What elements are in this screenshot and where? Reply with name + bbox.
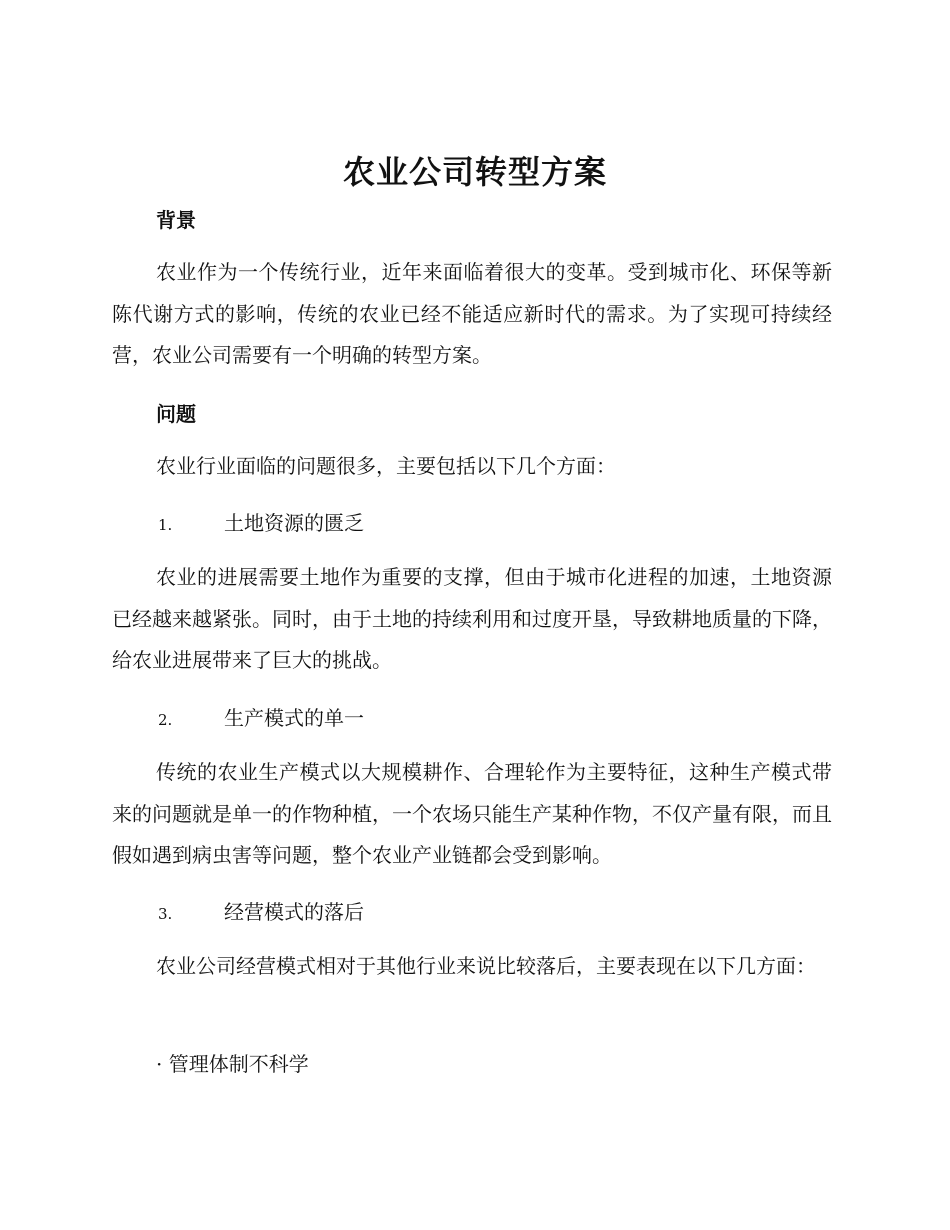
list-number: 3. <box>158 905 173 923</box>
list-number: 2. <box>158 711 173 729</box>
section-heading-background: 背景 <box>156 208 196 232</box>
paragraph-item-2: 传统的农业生产模式以大规模耕作、合理轮作为主要特征，这种生产模式带来的问题就是单一的作物种植，一个农场只能生产某种作物，不仅产量有限，而且假如遇到病虫害等问题，整个农业产业链都会受到影响。 <box>112 760 832 867</box>
list-item-title: 生产模式的单一 <box>224 706 364 730</box>
list-number: 1. <box>158 516 173 534</box>
document-title: 农业公司转型方案 <box>342 153 607 191</box>
section-heading-problems: 问题 <box>156 402 196 426</box>
paragraph-item-3: 农业公司经营模式相对于其他行业来说比较落后，主要表现在以下几方面： <box>156 954 816 978</box>
paragraph-background: 农业作为一个传统行业，近年来面临着很大的变革。受到城市化、环保等新陈代谢方式的影响，传统的农业已经不能适应新时代的需求。为了实现可持续经营，农业公司需要有一个明确的转型方案。 <box>112 260 832 367</box>
list-item-3 <box>158 897 364 929</box>
bullet-item: · 管理体制不科学 <box>156 1052 309 1076</box>
list-item-title: 经营模式的落后 <box>224 900 364 924</box>
list-item-title: 土地资源的匮乏 <box>224 511 364 535</box>
paragraph-problems-intro: 农业行业面临的问题很多，主要包括以下几个方面： <box>156 454 616 478</box>
list-item-2 <box>158 703 364 735</box>
paragraph-item-1: 农业的进展需要土地作为重要的支撑，但由于城市化进程的加速，土地资源已经越来越紧张。同时，由于土地的持续利用和过度开垦，导致耕地质量的下降，给农业进展带来了巨大的挑战。 <box>112 565 832 672</box>
list-item-1 <box>158 508 364 540</box>
